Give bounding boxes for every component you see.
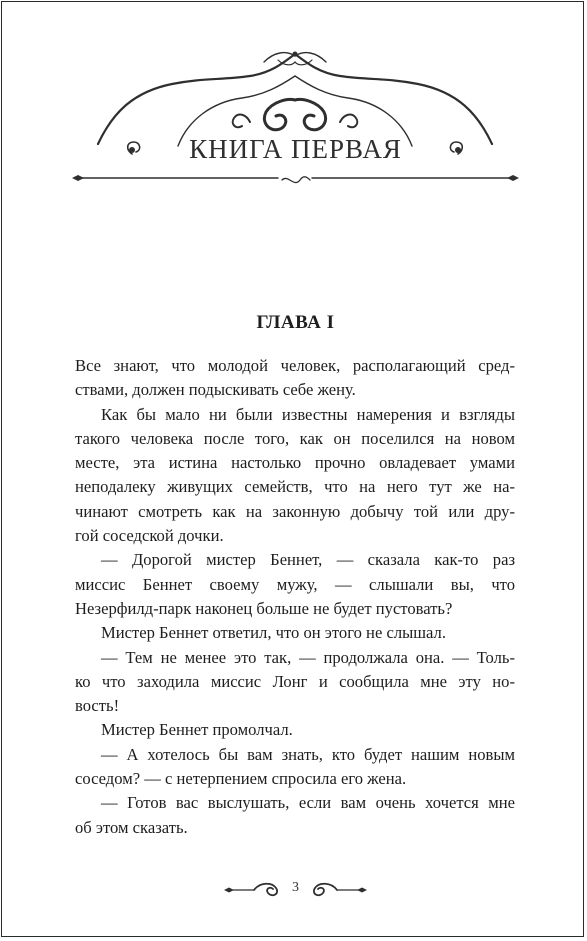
text-line: чинают смотреть как на законную добычу той или дру- bbox=[75, 501, 515, 521]
text-line: — Дорогой мистер Беннет, — сказала как-то раз bbox=[101, 550, 515, 570]
text-line: — Готов вас выслушать, если вам очень хочется мне bbox=[101, 793, 515, 813]
page-number: 3 bbox=[292, 880, 299, 895]
text-line: соседом? — с нетерпением спросила его жена. bbox=[75, 769, 407, 789]
text-line: Незерфилд-парк наконец больше не будет пустовать? bbox=[75, 598, 453, 618]
text-line: ствами, должен подыскивать себе жену. bbox=[75, 380, 356, 400]
text-line: ко что заходила миссис Лонг и сообщила мне эту но- bbox=[75, 671, 515, 691]
text-line: гой соседской дочки. bbox=[75, 526, 224, 546]
book-title: КНИГА ПЕРВАЯ bbox=[189, 134, 402, 164]
text-line: неподалеку живущих семейств, что на него тут же на- bbox=[75, 477, 515, 497]
text-line: об этом сказать. bbox=[75, 817, 188, 837]
chapter-body bbox=[75, 354, 515, 840]
text-line: Все знают, что молодой человек, располагающий сред- bbox=[75, 356, 515, 375]
text-line: — Тем не менее это так, — продолжала она. — Толь- bbox=[101, 647, 515, 667]
text-line: вость! bbox=[75, 696, 120, 716]
text-line: — А хотелось бы вам знать, кто будет нашим новым bbox=[101, 744, 515, 764]
text-line: Как бы мало ни были известны намерения и взгляды bbox=[101, 404, 515, 424]
text-line: такого человека после того, как он поселился на новом bbox=[75, 428, 515, 448]
header-ornament bbox=[2, 2, 587, 202]
chapter-title: ГЛАВА I bbox=[256, 312, 335, 333]
text-line: Мистер Беннет промолчал. bbox=[101, 720, 293, 740]
book-page bbox=[1, 1, 584, 937]
text-line: миссис Беннет своему мужу, — слышали вы, что bbox=[75, 574, 515, 594]
text-line: месте, эта истина настолько прочно овладевает умами bbox=[75, 453, 515, 473]
text-line: Мистер Беннет ответил, что он этого не слышал. bbox=[101, 623, 446, 643]
